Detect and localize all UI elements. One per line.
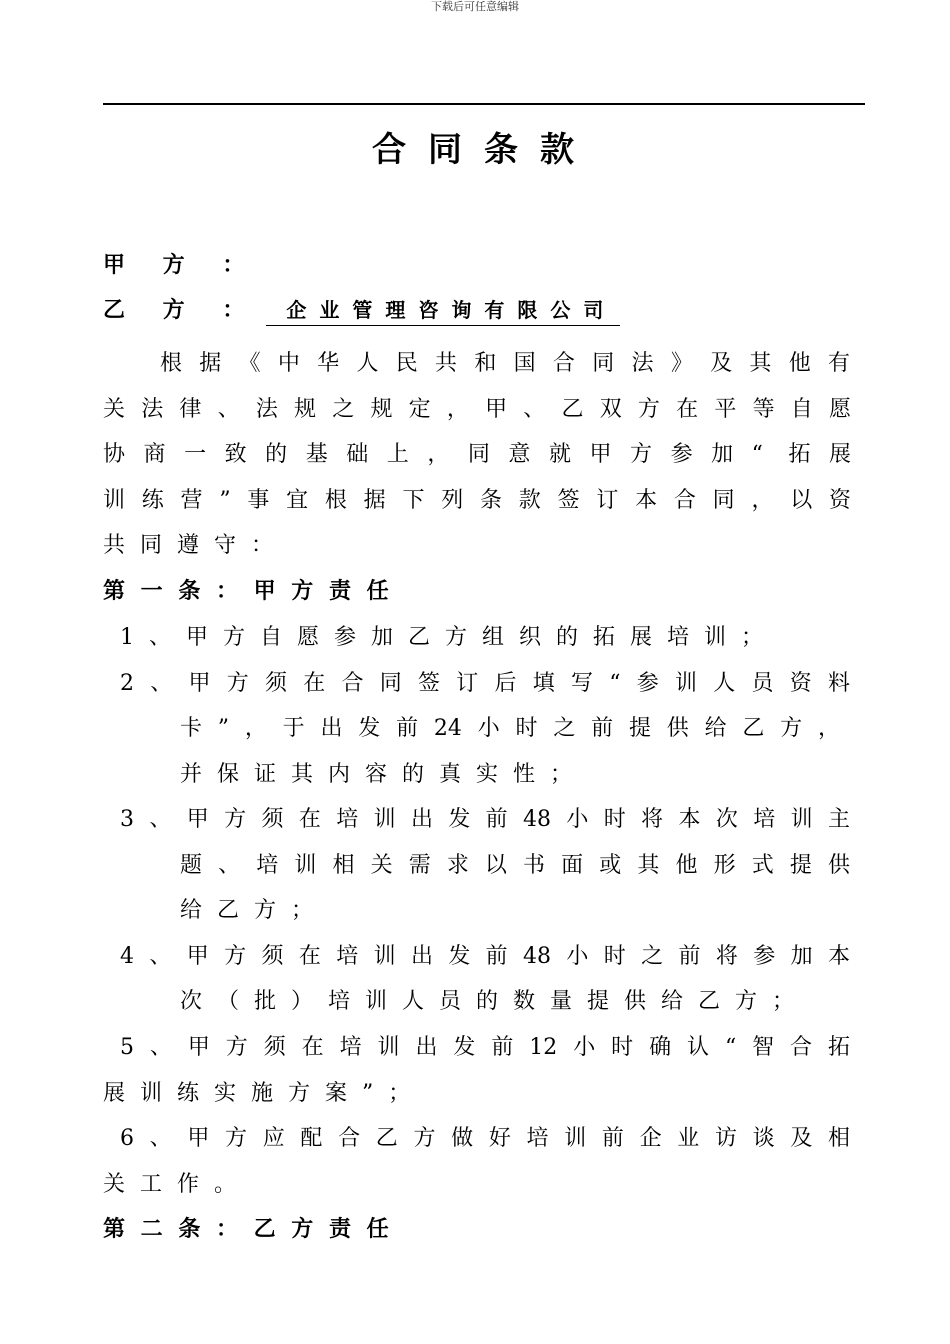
page-title: 合同条款 — [372, 130, 596, 170]
section-heading-1: 第 一 条 ： 甲 方 责 任 — [103, 579, 393, 604]
intro-line: 训练营”事宜根据下列条款签订本合同，以资 — [103, 488, 851, 513]
clause-line: 5、甲方须在培训出发前12小时确认“智合拓 — [120, 1035, 850, 1060]
party-b-row — [103, 288, 620, 334]
clause-line: 2、甲方须在合同签订后填写“参训人员资料 — [120, 671, 850, 696]
clause-line: 次（批）培训人员的数量提供给乙方； — [180, 989, 810, 1014]
party-b-label: 乙 方 ： — [103, 298, 260, 323]
clause-line: 4、甲方须在培训出发前48小时之前将参加本 — [120, 944, 850, 969]
clause-line: 题、培训相关需求以书面或其他形式提供 — [180, 853, 850, 878]
party-a-label: 甲 方 ： — [103, 253, 260, 278]
clause-line: 6、甲方应配合乙方做好培训前企业访谈及相 — [120, 1126, 850, 1151]
clause-line: 3、甲方须在培训出发前48小时将本次培训主 — [120, 807, 850, 832]
clause-line: 1、甲方自愿参加乙方组织的拓展培训； — [120, 625, 778, 650]
party-b-name: 企业管理咨询有限公司 — [266, 295, 620, 326]
intro-line: 根据《中华人民共和国合同法》及其他有 — [160, 351, 850, 376]
clause-line: 并保证其内容的真实性； — [180, 762, 588, 787]
watermark-text: 下载后可任意编辑 — [431, 0, 519, 13]
intro-line: 协商一致的基础上，同意就甲方参加“ 拓展 — [103, 442, 851, 467]
clause-line: 关工作。 — [103, 1172, 252, 1197]
clause-line: 展训练实施方案”； — [103, 1081, 426, 1106]
intro-line: 共同遵守： — [103, 533, 289, 558]
section-heading-2: 第 二 条 ： 乙 方 责 任 — [103, 1217, 393, 1242]
clause-line: 卡”，于出发前24小时之前提供给乙方， — [180, 716, 840, 741]
intro-line: 关法律、法规之规定，甲、乙双方在平等自愿 — [103, 397, 851, 422]
clause-line: 给乙方； — [180, 898, 329, 923]
header-rule — [103, 103, 865, 105]
